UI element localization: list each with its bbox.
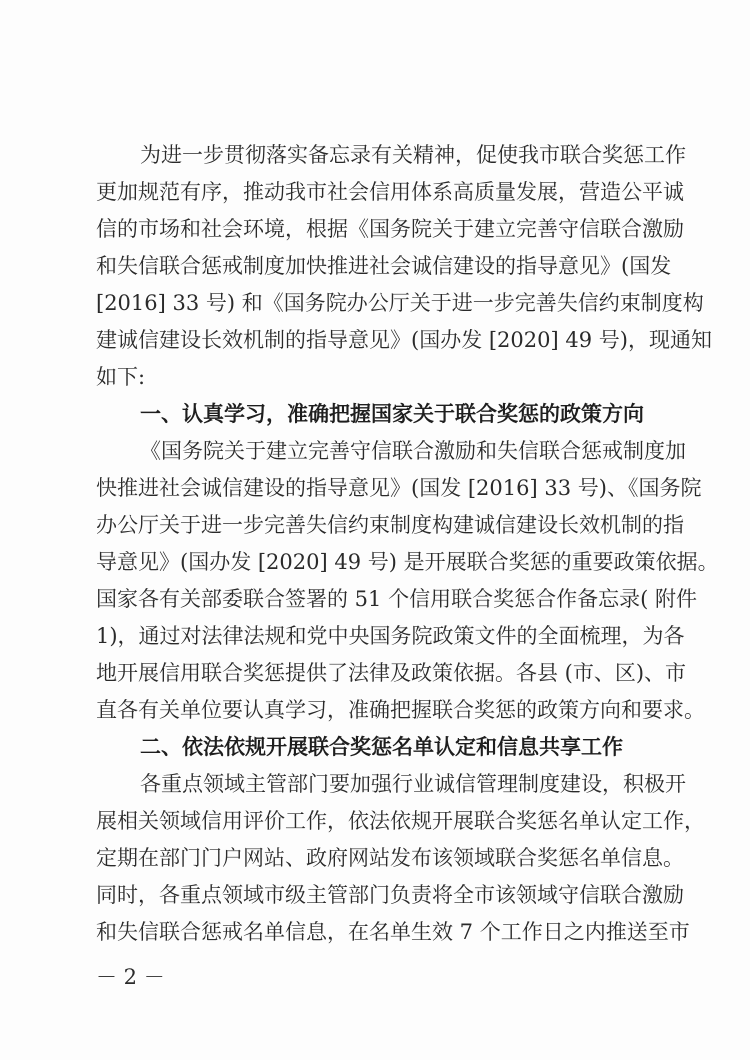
- paragraph-line: 如下:: [96, 365, 146, 389]
- paragraph-line: 更加规范有序，推动我市社会信用体系高质量发展，营造公平诚: [96, 180, 684, 204]
- section-heading: 二、依法依规开展联合奖惩名单认定和信息共享工作: [140, 735, 623, 759]
- paragraph-line: 和失信联合惩戒名单信息，在名单生效 7 个工作日之内推送至市: [96, 920, 690, 944]
- paragraph-line: 信的市场和社会环境，根据《国务院关于建立完善守信联合激励: [96, 217, 684, 241]
- paragraph-line: 地开展信用联合奖惩提供了法律及政策依据。各县 (市、区)、市: [96, 661, 687, 685]
- paragraph-line: 办公厅关于进一步完善失信约束制度构建诚信建设长效机制的指: [96, 513, 684, 537]
- paragraph-line: [2016] 33 号) 和《国务院办公厅关于进一步完善失信约束制度构: [96, 291, 704, 315]
- paragraph-line: 为进一步贯彻落实备忘录有关精神，促使我市联合奖惩工作: [140, 143, 686, 167]
- page-number: － 2 －: [96, 965, 165, 989]
- paragraph-line: 同时，各重点领域市级主管部门负责将全市该领域守信联合激励: [96, 883, 684, 907]
- paragraph-line: 直各有关单位要认真学习，准确把握联合奖惩的政策方向和要求。: [96, 698, 705, 722]
- paragraph-line: 快推进社会诚信建设的指导意见》(国发 [2016] 33 号)、《国务院: [96, 476, 702, 500]
- section-heading: 一、认真学习，准确把握国家关于联合奖惩的政策方向: [140, 402, 644, 426]
- paragraph-line: 国家各有关部委联合签署的 51 个信用联合奖惩合作备忘录( 附件: [96, 587, 697, 611]
- paragraph-line: 和失信联合惩戒制度加快推进社会诚信建设的指导意见》(国发: [96, 254, 672, 278]
- paragraph-line: 《国务院关于建立完善守信联合激励和失信联合惩戒制度加: [140, 439, 686, 463]
- paragraph-line: 1)，通过对法律法规和党中央国务院政策文件的全面梳理，为各: [96, 624, 685, 648]
- paragraph-line: 定期在部门门户网站、政府网站发布该领域联合奖惩名单信息。: [96, 846, 684, 870]
- paragraph-line: 各重点领域主管部门要加强行业诚信管理制度建设，积极开: [140, 772, 686, 796]
- paragraph-line: 展相关领域信用评价工作，依法依规开展联合奖惩名单认定工作，: [96, 809, 705, 833]
- paragraph-line: 导意见》(国办发 [2020] 49 号) 是开展联合奖惩的重要政策依据。: [96, 550, 719, 574]
- paragraph-line: 建诚信建设长效机制的指导意见》(国办发 [2020] 49 号)，现通知: [96, 328, 712, 352]
